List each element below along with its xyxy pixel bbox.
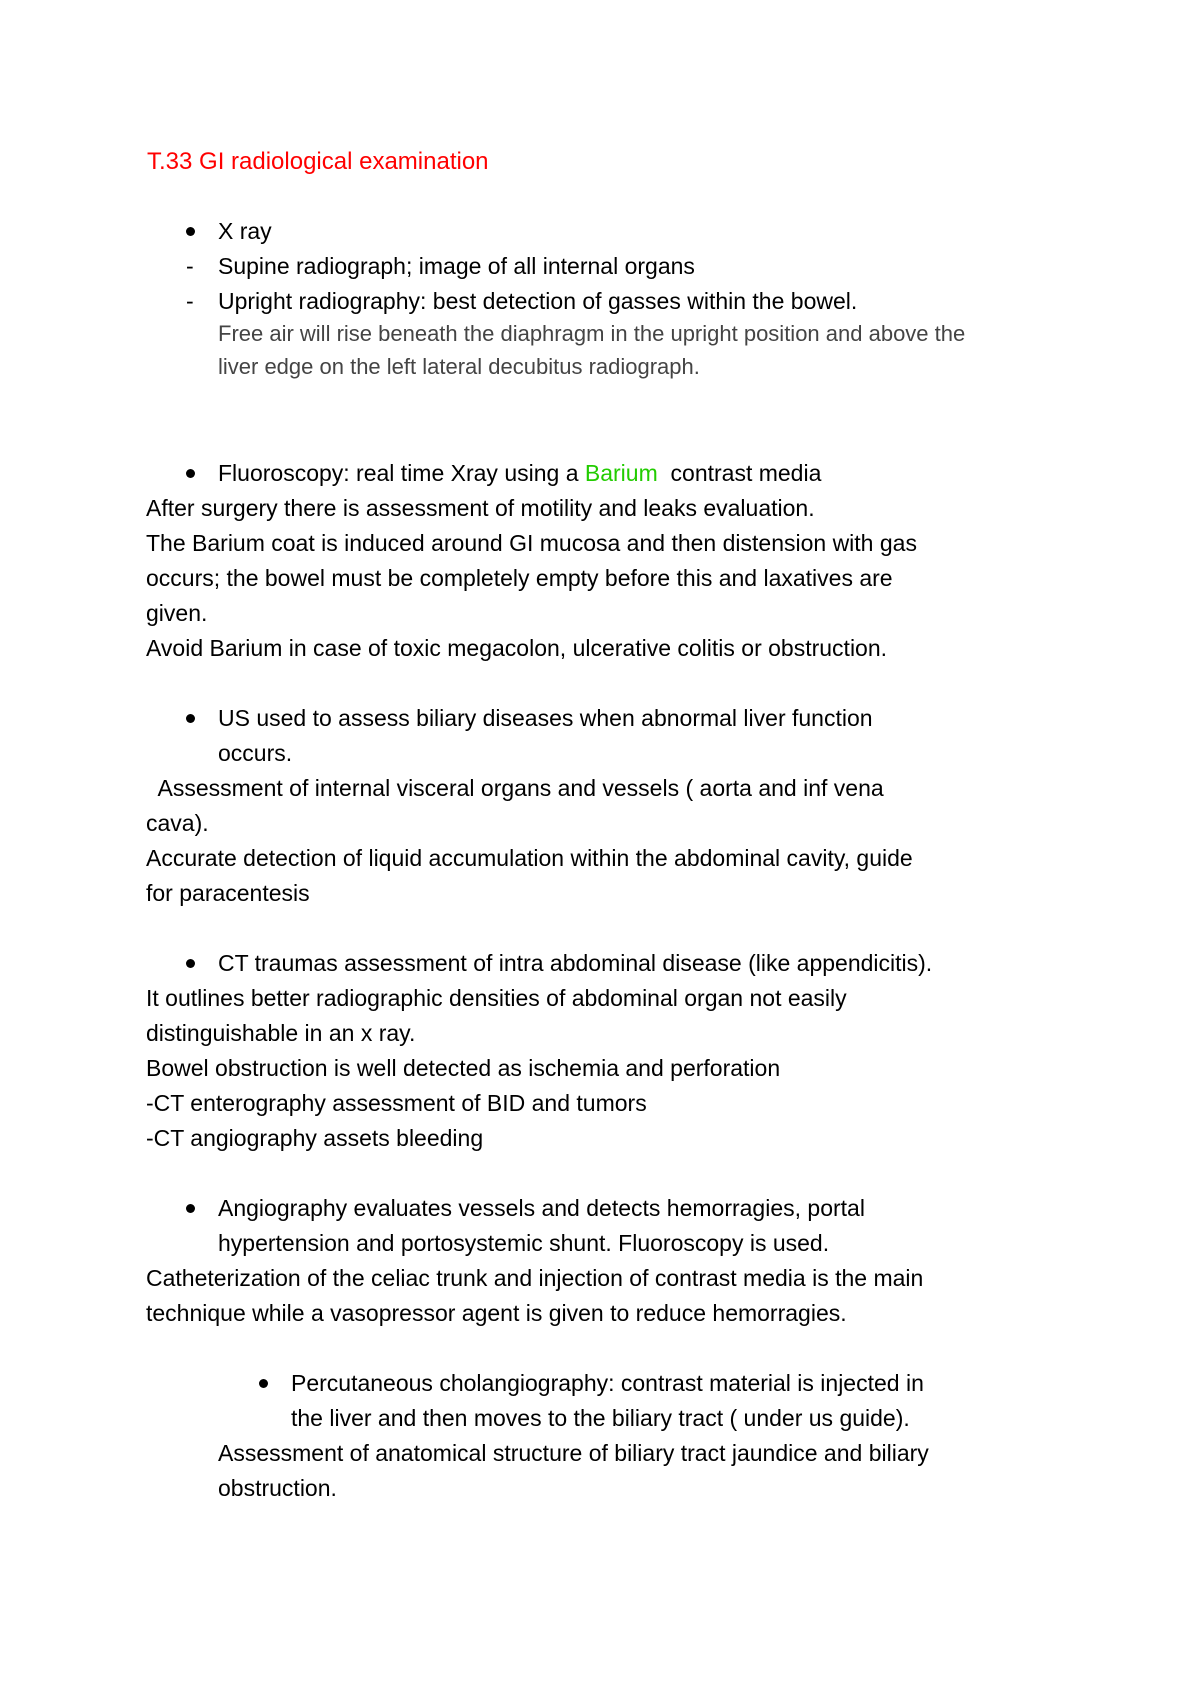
fluoroscopy-heading-text: Fluoroscopy: real time Xray using a (218, 460, 585, 486)
xray-note-line-2: liver edge on the left lateral decubitus radiograph. (218, 354, 700, 379)
barium-highlight: Barium (584, 460, 658, 486)
xray-note-line-1: Free air will rise beneath the diaphragm in the upright position and above the (218, 321, 966, 346)
fluoroscopy-line-5: Avoid Barium in case of toxic megacolon, ulcerative colitis or obstruction. (146, 635, 888, 661)
us-heading-line-2: occurs. (218, 740, 293, 766)
ct-line-4: -CT enterography assessment of BID and tumors (146, 1090, 647, 1116)
angiography-heading-line-1: Angiography evaluates vessels and detects hemorragies, portal (218, 1195, 865, 1221)
xray-heading: X ray (218, 218, 272, 244)
angiography-line-2: technique while a vasopressor agent is given to reduce hemorragies. (146, 1300, 847, 1326)
cholangiography-line-1: Assessment of anatomical structure of biliary tract jaundice and biliary (218, 1440, 929, 1466)
ct-heading: CT traumas assessment of intra abdominal disease (like appendicitis). (218, 950, 933, 976)
fluoroscopy-line-3: occurs; the bowel must be completely empty before this and laxatives are (146, 565, 893, 591)
document-title: T.33 GI radiological examination (147, 148, 489, 175)
xray-item-upright: Upright radiography: best detection of gasses within the bowel. (218, 288, 858, 314)
bullet-icon (186, 1204, 195, 1213)
angiography-line-1: Catheterization of the celiac trunk and injection of contrast media is the main (146, 1265, 924, 1291)
fluoroscopy-heading (218, 459, 821, 487)
us-line-2: cava). (146, 810, 209, 836)
fluoroscopy-heading-rest: contrast media (657, 460, 822, 486)
ct-line-2: distinguishable in an x ray. (146, 1020, 416, 1046)
us-heading-line-1: US used to assess biliary diseases when abnormal liver function (218, 705, 873, 731)
cholangiography-line-2: obstruction. (218, 1475, 337, 1501)
dash-icon: - (186, 253, 194, 279)
xray-item-supine: Supine radiograph; image of all internal organs (218, 253, 695, 279)
bullet-icon (186, 714, 195, 723)
fluoroscopy-line-1: After surgery there is assessment of motility and leaks evaluation. (146, 495, 815, 521)
bullet-icon (186, 227, 195, 236)
ct-line-1: It outlines better radiographic densities of abdominal organ not easily (146, 985, 847, 1011)
us-line-1: Assessment of internal visceral organs and vessels ( aorta and inf vena (146, 775, 884, 801)
cholangiography-heading-line-1: Percutaneous cholangiography: contrast material is injected in (291, 1370, 924, 1396)
bullet-icon (186, 959, 195, 968)
ct-line-5: -CT angiography assets bleeding (146, 1125, 484, 1151)
cholangiography-heading-line-2: the liver and then moves to the biliary tract ( under us guide). (291, 1405, 910, 1431)
us-line-4: for paracentesis (146, 880, 310, 906)
bullet-icon (186, 469, 195, 478)
fluoroscopy-line-4: given. (146, 600, 208, 626)
us-line-3: Accurate detection of liquid accumulation within the abdominal cavity, guide (146, 845, 913, 871)
angiography-heading-line-2: hypertension and portosystemic shunt. Fluoroscopy is used. (218, 1230, 830, 1256)
bullet-icon (259, 1379, 268, 1388)
dash-icon: - (186, 288, 194, 314)
fluoroscopy-line-2: The Barium coat is induced around GI mucosa and then distension with gas (146, 530, 917, 556)
ct-line-3: Bowel obstruction is well detected as ischemia and perforation (146, 1055, 781, 1081)
